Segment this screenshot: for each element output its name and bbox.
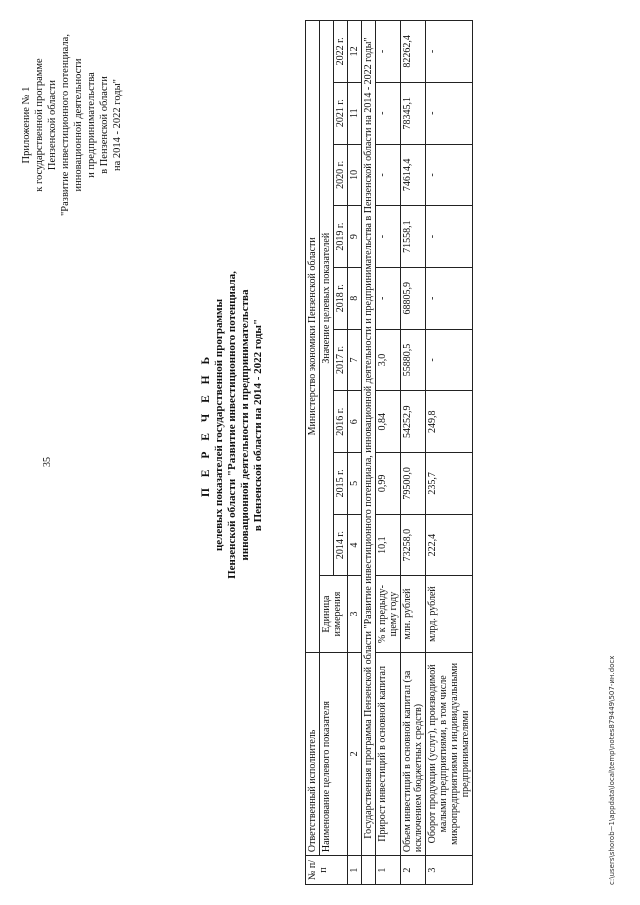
table-row — [401, 21, 426, 885]
header-num: № п/п — [306, 856, 348, 885]
header-year: 2014 г. — [334, 514, 348, 576]
column-number: 3 — [348, 576, 362, 652]
column-number: 9 — [348, 206, 362, 268]
column-number: 7 — [348, 329, 362, 391]
row-value: 79500,0 — [401, 453, 426, 515]
column-number: 10 — [348, 144, 362, 206]
indicators-table — [305, 20, 473, 885]
title-heading: П Е Р Е Ч Е Н Ь — [200, 352, 212, 498]
row-unit: млрд. рублей — [426, 576, 473, 652]
appendix-line: и предпринимательства — [86, 72, 97, 178]
appendix-line: инновационной деятельности — [73, 58, 84, 192]
document-title — [200, 185, 265, 665]
column-number: 11 — [348, 82, 362, 144]
row-unit: % к предыду-щему году — [376, 576, 401, 652]
title-line: целевых показателей государственной программы — [213, 298, 225, 552]
program-row — [362, 21, 376, 885]
row-value: - — [376, 21, 401, 83]
row-indicator: Оборот продукции (услуг), производимой малыми предприятиями, в том числе микропредприятиями и индивидуальными предпринимателями — [426, 652, 473, 856]
row-value: - — [426, 267, 473, 329]
row-value: 73258,0 — [401, 514, 426, 576]
header-year: 2022 г. — [334, 21, 348, 83]
header-year: 2019 г. — [334, 206, 348, 268]
column-number: 1 — [348, 856, 362, 885]
header-responsible-value: Министерство экономики Пензенской области — [306, 21, 320, 653]
row-value: 235,7 — [426, 453, 473, 515]
appendix-line: "Развитие инвестиционного потенциала, — [60, 34, 71, 216]
file-path-footer: c:\users\shorob~1\appdata\local\temp\notes879449\507-ин.docx — [608, 655, 616, 885]
row-value: 222,4 — [426, 514, 473, 576]
title-line: в Пензенской области на 2014 - 2022 годы" — [252, 318, 264, 532]
row-value: 82262,4 — [401, 21, 426, 83]
title-line: инновационной деятельности и предпринимательства — [239, 289, 251, 561]
header-values: Значение целевых показателей — [320, 21, 334, 576]
row-value: 10,1 — [376, 514, 401, 576]
column-number: 12 — [348, 21, 362, 83]
header-year: 2015 г. — [334, 453, 348, 515]
row-value: 55880,5 — [401, 329, 426, 391]
column-number-row — [348, 21, 362, 885]
header-year: 2016 г. — [334, 391, 348, 453]
row-num: 1 — [376, 856, 401, 885]
row-value: 3,0 — [376, 329, 401, 391]
appendix-line: к государственной программе — [34, 58, 45, 192]
row-num: 3 — [426, 856, 473, 885]
row-indicator: Объем инвестиций в основной капитал (за исключением бюджетных средств) — [401, 652, 426, 856]
appendix-line: Пензенской области — [47, 79, 58, 171]
row-value: - — [426, 21, 473, 83]
row-value: 68805,9 — [401, 267, 426, 329]
column-number: 4 — [348, 514, 362, 576]
appendix-line: на 2014 - 2022 годы" — [112, 79, 123, 171]
appendix-note — [20, 0, 124, 255]
header-year: 2017 г. — [334, 329, 348, 391]
row-value: 0,99 — [376, 453, 401, 515]
row-value: - — [376, 82, 401, 144]
header-year: 2018 г. — [334, 267, 348, 329]
row-indicator: Прирост инвестиций в основной капитал — [376, 652, 401, 856]
row-value: 71558,1 — [401, 206, 426, 268]
table-row — [376, 21, 401, 885]
row-value: - — [376, 144, 401, 206]
header-year: 2020 г. — [334, 144, 348, 206]
header-unit: Единица измерения — [320, 576, 348, 652]
row-value: - — [376, 206, 401, 268]
row-value: 74614,4 — [401, 144, 426, 206]
column-number: 8 — [348, 267, 362, 329]
column-number: 2 — [348, 652, 362, 856]
row-value: - — [426, 206, 473, 268]
program-name: Государственная программа Пензенской области "Развитие инвестиционного потенциала, инновационной деятельности и предпринимательства в Пензенской области на 2014 - 2022 годы" — [362, 21, 376, 856]
title-line: Пензенской области "Развитие инвестиционного потенциала, — [226, 271, 238, 579]
header-responsible: Ответственный исполнитель — [306, 652, 320, 856]
row-value: - — [426, 329, 473, 391]
row-value: 78345,1 — [401, 82, 426, 144]
row-value: 0,84 — [376, 391, 401, 453]
row-value: 249,8 — [426, 391, 473, 453]
row-value: - — [426, 82, 473, 144]
row-value: - — [376, 267, 401, 329]
row-value: 54252,9 — [401, 391, 426, 453]
appendix-line: в Пензенской области — [99, 76, 110, 174]
column-number: 5 — [348, 453, 362, 515]
table-row — [426, 21, 473, 885]
row-unit: млн. рублей — [401, 576, 426, 652]
appendix-line: Приложение № 1 — [21, 86, 32, 164]
row-value: - — [426, 144, 473, 206]
header-year: 2021 г. — [334, 82, 348, 144]
header-indicator-name: Наименование целевого показателя — [320, 652, 348, 856]
row-num: 2 — [401, 856, 426, 885]
page-number: 35 — [42, 457, 53, 467]
column-number: 6 — [348, 391, 362, 453]
